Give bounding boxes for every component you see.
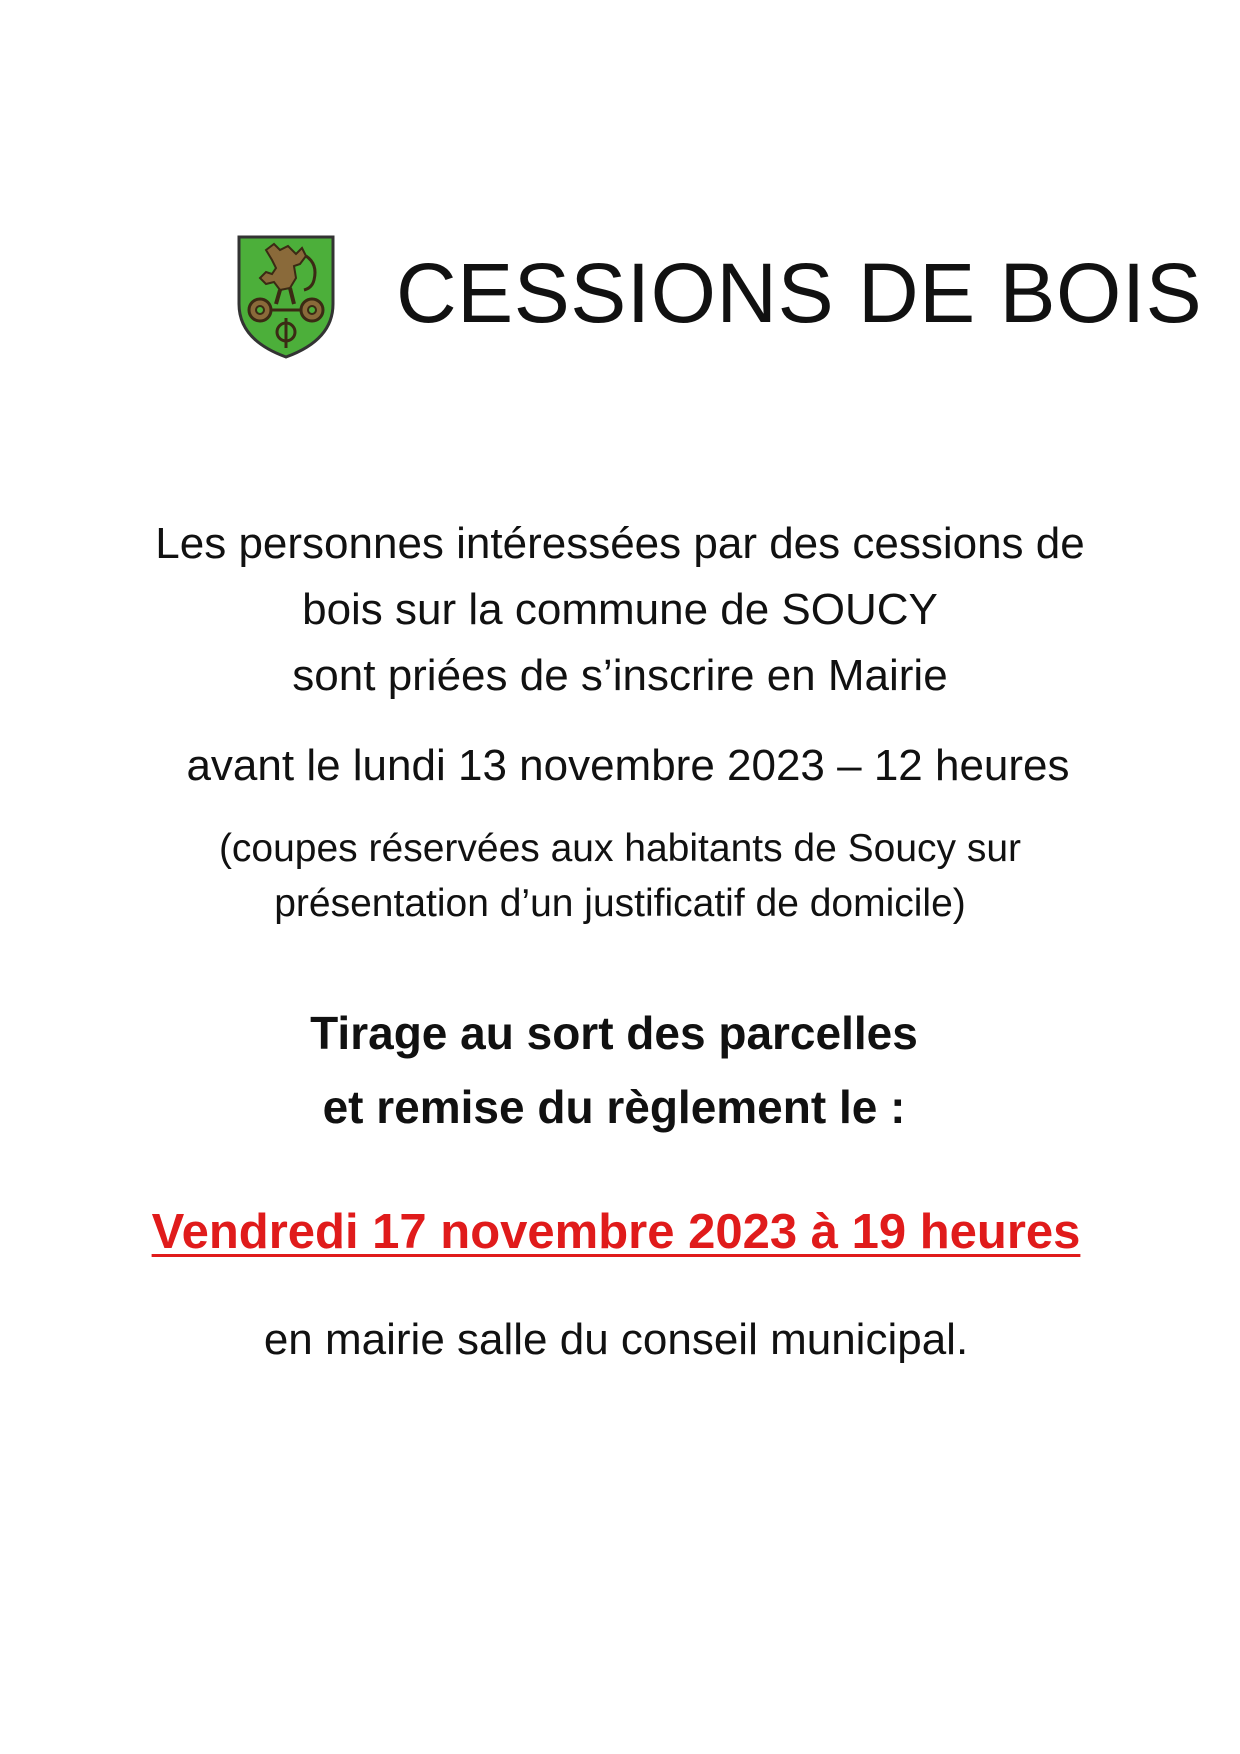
notice-header bbox=[236, 234, 1203, 364]
intro-line-3: sont priées de s’inscrire en Mairie bbox=[292, 651, 948, 700]
intro-line-2: bois sur la commune de SOUCY bbox=[302, 585, 938, 634]
registration-deadline: avant le lundi 13 novembre 2023 – 12 heures bbox=[186, 741, 1070, 790]
coat-of-arms-icon bbox=[236, 234, 336, 360]
note-line-2: présentation d’un justificatif de domicile) bbox=[274, 882, 966, 925]
intro-line-1: Les personnes intéressées par des cessions de bbox=[155, 519, 1085, 568]
event-location: en mairie salle du conseil municipal. bbox=[263, 1315, 969, 1364]
event-date: Vendredi 17 novembre 2023 à 19 heures bbox=[151, 1205, 1081, 1259]
page-title: CESSIONS DE BOIS bbox=[396, 246, 1203, 340]
draw-line-2: et remise du règlement le : bbox=[322, 1081, 906, 1133]
draw-line-1: Tirage au sort des parcelles bbox=[310, 1007, 918, 1059]
note-line-1: (coupes réservées aux habitants de Soucy sur bbox=[218, 827, 1022, 870]
